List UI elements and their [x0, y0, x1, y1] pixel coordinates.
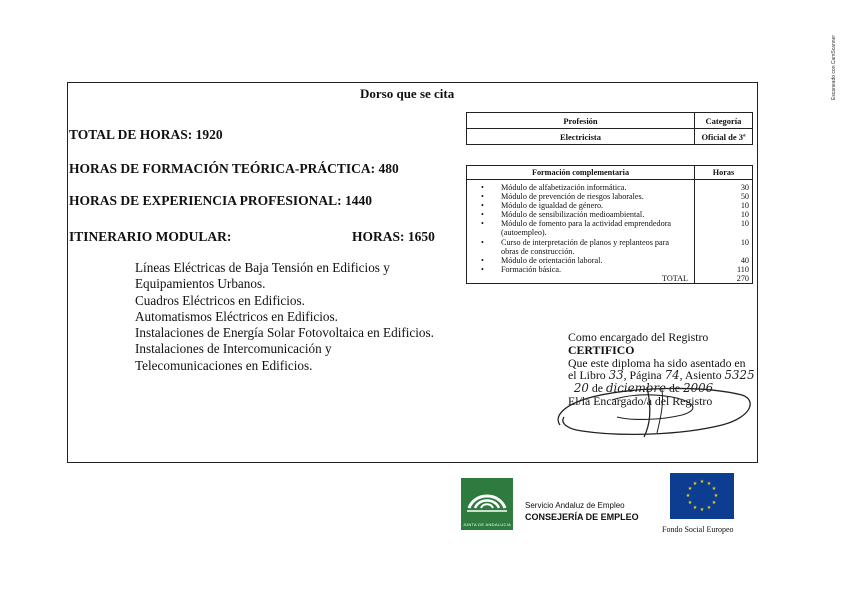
bullet: • [481, 210, 484, 220]
scanner-watermark [822, 12, 837, 102]
handwritten-signature [552, 325, 762, 445]
svg-text:★: ★ [706, 481, 712, 487]
entry-number: 5325 [724, 368, 755, 383]
table-row [467, 238, 753, 256]
table-row [467, 192, 753, 201]
training-hours: 50 [740, 192, 749, 202]
table-row [467, 210, 753, 219]
bullet: • [481, 255, 484, 265]
eu-flag [670, 473, 734, 519]
book-number: 33 [608, 368, 624, 383]
module-line: Automatismos Eléctricos en Edificios. [135, 308, 338, 324]
cert-book-line: el Libro 33, Página 74, Asiento 5325 [568, 368, 755, 383]
bullet: • [481, 237, 484, 247]
eu-fund-label: Fondo Social Europeo [662, 525, 734, 534]
training-hours: 10 [740, 237, 749, 247]
scanner-watermark-text: Escaneado con CamScanner [831, 34, 837, 100]
itinerary-label: ITINERARIO MODULAR: [69, 229, 232, 244]
category-value: Oficial de 3ª [695, 129, 753, 145]
modules-list [135, 260, 434, 374]
training-item: Formación básica. [501, 264, 562, 274]
svg-text:★: ★ [713, 493, 719, 499]
table-row [467, 256, 753, 265]
document-title: Dorso que se cita [360, 86, 455, 101]
table-row [467, 219, 753, 237]
eu-stars-icon [670, 473, 734, 519]
module-line: Telecomunicaciones en Edificios. [135, 357, 313, 373]
svg-text:★: ★ [706, 505, 712, 511]
table-row [467, 201, 753, 210]
svg-text:★: ★ [692, 481, 698, 487]
svg-text:★: ★ [687, 486, 693, 492]
svg-text:★: ★ [711, 500, 717, 506]
hours-header: Horas [695, 166, 753, 180]
total-hours-value: 270 [736, 273, 749, 283]
month: diciembre [605, 381, 667, 396]
svg-text:★: ★ [692, 505, 698, 511]
cert-heading: CERTIFICO [568, 342, 635, 357]
svg-text:★: ★ [699, 507, 705, 513]
cert-line: Que este diploma ha sido asentado en [568, 355, 746, 370]
bullet: • [481, 183, 484, 192]
svg-text:★: ★ [685, 493, 691, 499]
training-hours: 10 [740, 201, 749, 211]
experience-hours: HORAS DE EXPERIENCIA PROFESIONAL: 1440 [69, 193, 373, 208]
year: 2006 [683, 381, 714, 396]
training-item: Módulo de sensibilización medioambiental. [501, 210, 645, 220]
bullet: • [481, 192, 484, 202]
cert-line: El/la Encargado/a del Registro [568, 393, 713, 408]
training-item: Módulo de alfabetización informática. [501, 183, 627, 192]
bullet: • [481, 264, 484, 274]
itinerary-hours: HORAS: 1650 [352, 229, 435, 244]
svg-text:★: ★ [711, 486, 717, 492]
training-header: Formación complementaria [467, 166, 695, 180]
total-row [467, 274, 753, 284]
module-line: Líneas Eléctricas de Baja Tensión en Edificios y [135, 260, 390, 275]
entry-label: Asiento [684, 368, 722, 383]
svg-text:★: ★ [699, 479, 705, 485]
date-de-2: de [668, 381, 681, 396]
training-hours: 10 [740, 210, 749, 220]
category-header: Categoría [695, 113, 753, 129]
training-item: Módulo de igualdad de género. [501, 201, 604, 211]
training-item: Curso de interpretación de planos y replanteos para obras de construcción. [501, 237, 670, 256]
profession-header: Profesión [467, 113, 695, 129]
training-item: Módulo de orientación laboral. [501, 255, 603, 265]
total-label: TOTAL [467, 274, 695, 284]
profession-table [466, 112, 753, 145]
profession-value: Electricista [467, 129, 695, 145]
svg-text:★: ★ [687, 500, 693, 506]
cert-book-prefix: el Libro [568, 368, 606, 383]
module-line: Equipamientos Urbanos. [135, 276, 266, 292]
table-row [467, 265, 753, 274]
date-de: de [591, 381, 604, 396]
bullet: • [481, 201, 484, 211]
training-item: Módulo de prevención de riesgos laborales. [501, 192, 644, 202]
theory-hours: HORAS DE FORMACIÓN TEÓRICA-PRÁCTICA: 480 [69, 161, 399, 176]
module-line: Instalaciones de Energía Solar Fotovoltaica en Edificios. [135, 325, 434, 341]
module-line: Cuadros Eléctricos en Edificios. [135, 292, 305, 308]
junta-andalucia-logo [461, 478, 513, 530]
training-hours: 40 [740, 255, 749, 265]
module-line: Instalaciones de Intercomunicación y [135, 341, 332, 357]
cert-line: Como encargado del Registro [568, 330, 709, 344]
training-table [466, 165, 753, 284]
total-hours: TOTAL DE HORAS: 1920 [69, 127, 223, 142]
sae-department: CONSEJERÍA DE EMPLEO [525, 512, 639, 522]
page-label: Página [629, 368, 662, 383]
table-row [467, 180, 753, 193]
training-item: Módulo de fomento para la actividad emprendedora (autoempleo). [501, 219, 672, 238]
day: 20 [573, 381, 589, 396]
training-hours: 10 [740, 219, 749, 229]
junta-logo-caption: JUNTA DE ANDALUCIA [462, 522, 512, 527]
page-number: 74 [664, 368, 680, 383]
training-hours: 110 [737, 264, 749, 274]
training-hours: 30 [740, 183, 749, 192]
bullet: • [481, 219, 484, 229]
sae-name: Servicio Andaluz de Empleo [525, 501, 625, 510]
